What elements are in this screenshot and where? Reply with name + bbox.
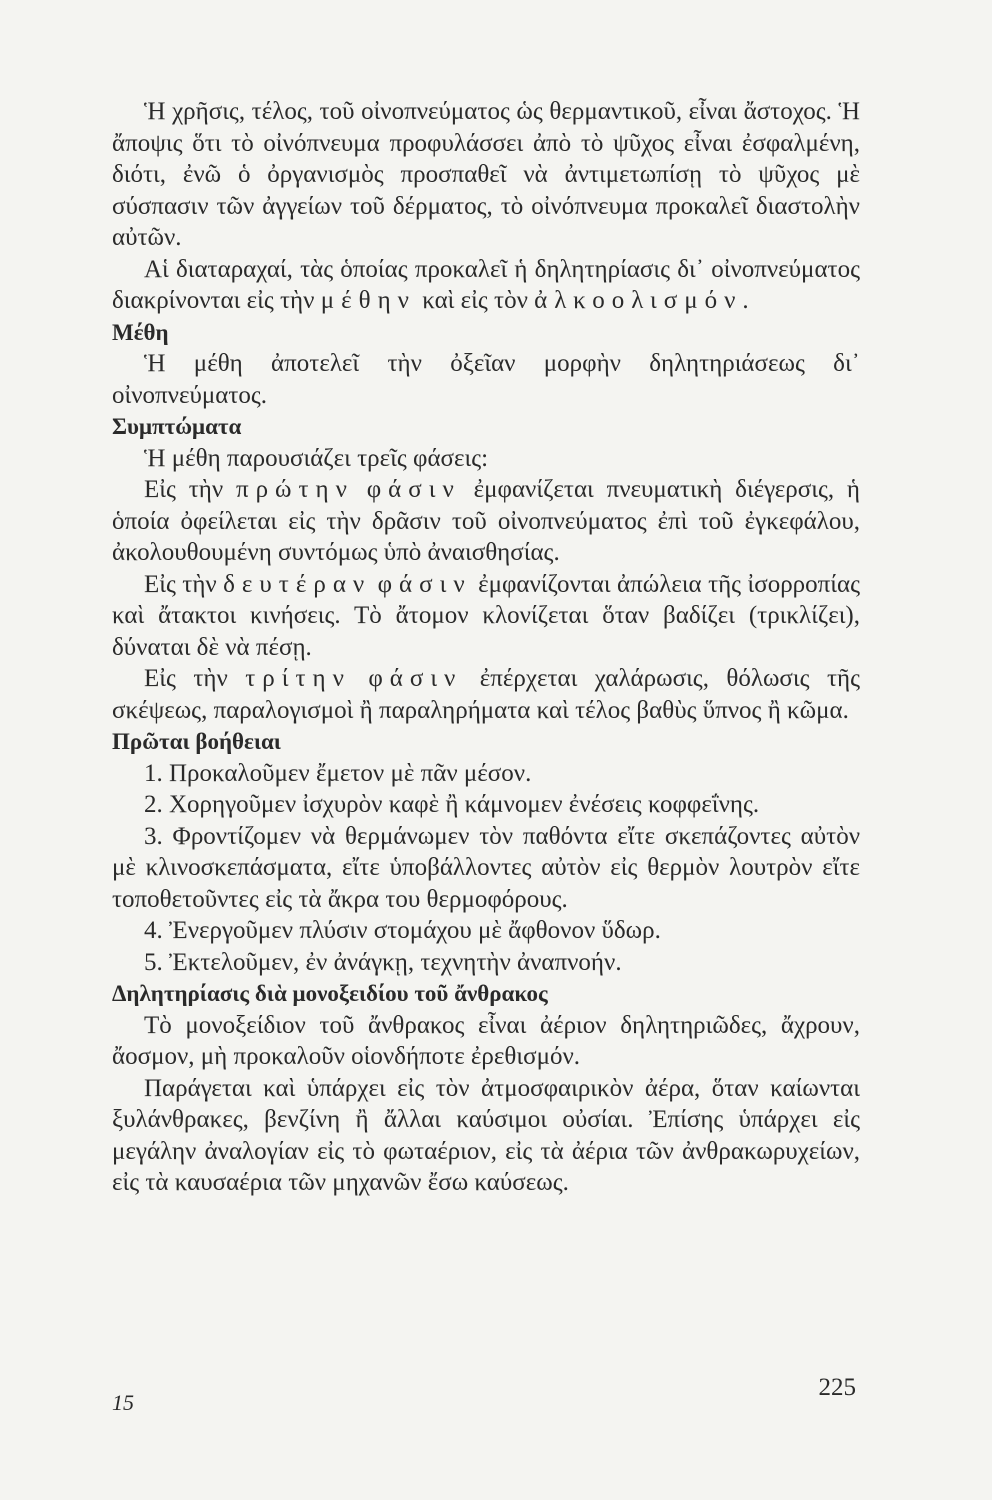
intro-paragraph-1: Ἡ χρῆσις, τέλος, τοῦ οἰνοπνεύματος ὡς θερμαντικοῦ, εἶναι ἄστοχος. Ἡ ἄποψις ὅτι τὸ οἰνόπνευμα προφυλάσσει ἀπὸ τὸ ψῦχος εἶναι ἐσφαλμένη, διότι, ἐνῶ ὁ ὀργανισμὸς προσπαθεῖ νὰ ἀντιμετωπίσῃ τὸ ψῦχος μὲ σύσπασιν τῶν ἀγγείων τοῦ δέρματος, τὸ οἰνόπνευμα προκαλεῖ διαστολὴν αὐτῶν. xyxy=(112,98,860,251)
phase-1-word: φάσιν xyxy=(366,476,461,503)
heading-methi: Μέθη xyxy=(112,319,169,345)
intro-p2-mid: καὶ εἰς τὸν xyxy=(422,287,528,314)
phase-1-ordinal: πρώτην xyxy=(235,476,354,503)
phase-2-word: φάσιν xyxy=(377,570,472,598)
phase-2-prefix: Εἰς τὴν xyxy=(144,570,217,598)
term-methi: μέθην xyxy=(320,287,416,314)
phase-3-prefix: Εἰς τὴν xyxy=(144,665,228,692)
intro-paragraph-2 xyxy=(112,254,860,317)
signature-mark: 15 xyxy=(112,1390,134,1415)
phase-2-text: ἐμφανίζονται ἀπώλεια τῆς ἰσορροπίας καὶ ἄτακτοι κινήσεις. Τὸ ἄτομον κλονίζεται ὅταν βαδίζει (τρικλίζει), δύναται δὲ νὰ πέσῃ. xyxy=(112,570,860,661)
first-aid-item-3: 3. Φροντίζομεν νὰ θερμάνωμεν τὸν παθόντα εἴτε σκεπάζοντες αὐτὸν μὲ κλινοσκεπάσματα, εἴτε ὑποβάλλοντες αὐτὸν εἰς θερμὸν λουτρὸν εἴτε τοποθετοῦντες εἰς τὰ ἄκρα του θερμοφόρους. xyxy=(112,822,860,913)
first-aid-item-2: 2. Χορηγοῦμεν ἰσχυρὸν καφὲ ἢ κάμνομεν ἐνέσεις κοφφεΐνης. xyxy=(144,791,760,818)
phase-1-paragraph xyxy=(112,474,860,569)
heading-co-poisoning: Δηλητηρίασις διὰ μονοξειδίου τοῦ ἄνθρακος xyxy=(112,981,548,1006)
phase-3-ordinal: τρίτην xyxy=(245,665,351,692)
symptoms-intro: Ἡ μέθη παρουσιάζει τρεῖς φάσεις: xyxy=(144,444,489,472)
phase-2-ordinal: δευτέραν xyxy=(223,570,372,598)
methi-paragraph: Ἡ μέθη ἀποτελεῖ τὴν ὀξεῖαν μορφὴν δηλητηριάσεως δι᾽ οἰνοπνεύματος. xyxy=(112,350,860,409)
phase-1-text: ἐμφανίζεται πνευματικὴ διέγερσις, ἡ ὁποία ὀφείλεται εἰς τὴν δρᾶσιν τοῦ οἰνοπνεύματος ἐπὶ τοῦ ἐγκεφάλου, ἀκολουθουμένη συντόμως ὑπὸ ἀναισθησίας. xyxy=(112,476,860,566)
heading-first-aid: Πρῶται βοήθειαι xyxy=(112,729,281,754)
phase-3-paragraph xyxy=(112,663,860,726)
phase-2-paragraph xyxy=(112,569,860,664)
first-aid-item-4: 4. Ἐνεργοῦμεν πλύσιν στομάχου μὲ ἄφθονον ὕδωρ. xyxy=(144,917,661,944)
page-number: 225 xyxy=(818,1374,856,1401)
heading-symptoms: Συμπτώματα xyxy=(112,414,242,439)
phase-3-word: φάσιν xyxy=(368,665,463,692)
page-body xyxy=(112,96,860,1199)
co-paragraph-1: Τὸ μονοξείδιον τοῦ ἄνθρακος εἶναι ἀέριον δηλητηριῶδες, ἄχρουν, ἄοσμον, μὴ προκαλοῦν οἱονδήποτε ἐρεθισμόν. xyxy=(112,1011,860,1070)
page-footer xyxy=(0,1374,992,1414)
first-aid-item-1: 1. Προκαλοῦμεν ἔμετον μὲ πᾶν μέσον. xyxy=(144,759,532,787)
phase-3-text: ἐπέρχεται χαλάρωσις, θόλωσις τῆς σκέψεως, παραλογισμοὶ ἢ παραληρήματα καὶ τέλος βαθὺς ὕπνος ἢ κῶμα. xyxy=(112,665,860,724)
phase-1-prefix: Εἰς τὴν xyxy=(144,476,224,503)
co-paragraph-2: Παράγεται καὶ ὑπάρχει εἰς τὸν ἀτμοσφαιρικὸν ἀέρα, ὅταν καίωνται ξυλάνθρακες, βενζίνη ἢ ἄλλαι καύσιμοι οὐσίαι. Ἐπίσης ὑπάρχει εἰς μεγάλην ἀναλογίαν εἰς τὸ φωταέριον, εἰς τὰ ἀέρια τῶν ἀνθρακωρυχείων, εἰς τὰ καυσαέρια τῶν μηχανῶν ἔσω καύσεως. xyxy=(112,1074,860,1196)
intro-p2-start: Αἱ διαταραχαί, τὰς ὁποίας προκαλεῖ ἡ δηλητηρίασις δι᾽ οἰνοπνεύματος διακρίνονται εἰς τὴν xyxy=(112,255,860,314)
first-aid-item-5: 5. Ἐκτελοῦμεν, ἐν ἀνάγκῃ, τεχνητὴν ἀναπνοήν. xyxy=(144,948,622,976)
term-alkoolismos: ἀλκοολισμόν. xyxy=(534,287,756,314)
